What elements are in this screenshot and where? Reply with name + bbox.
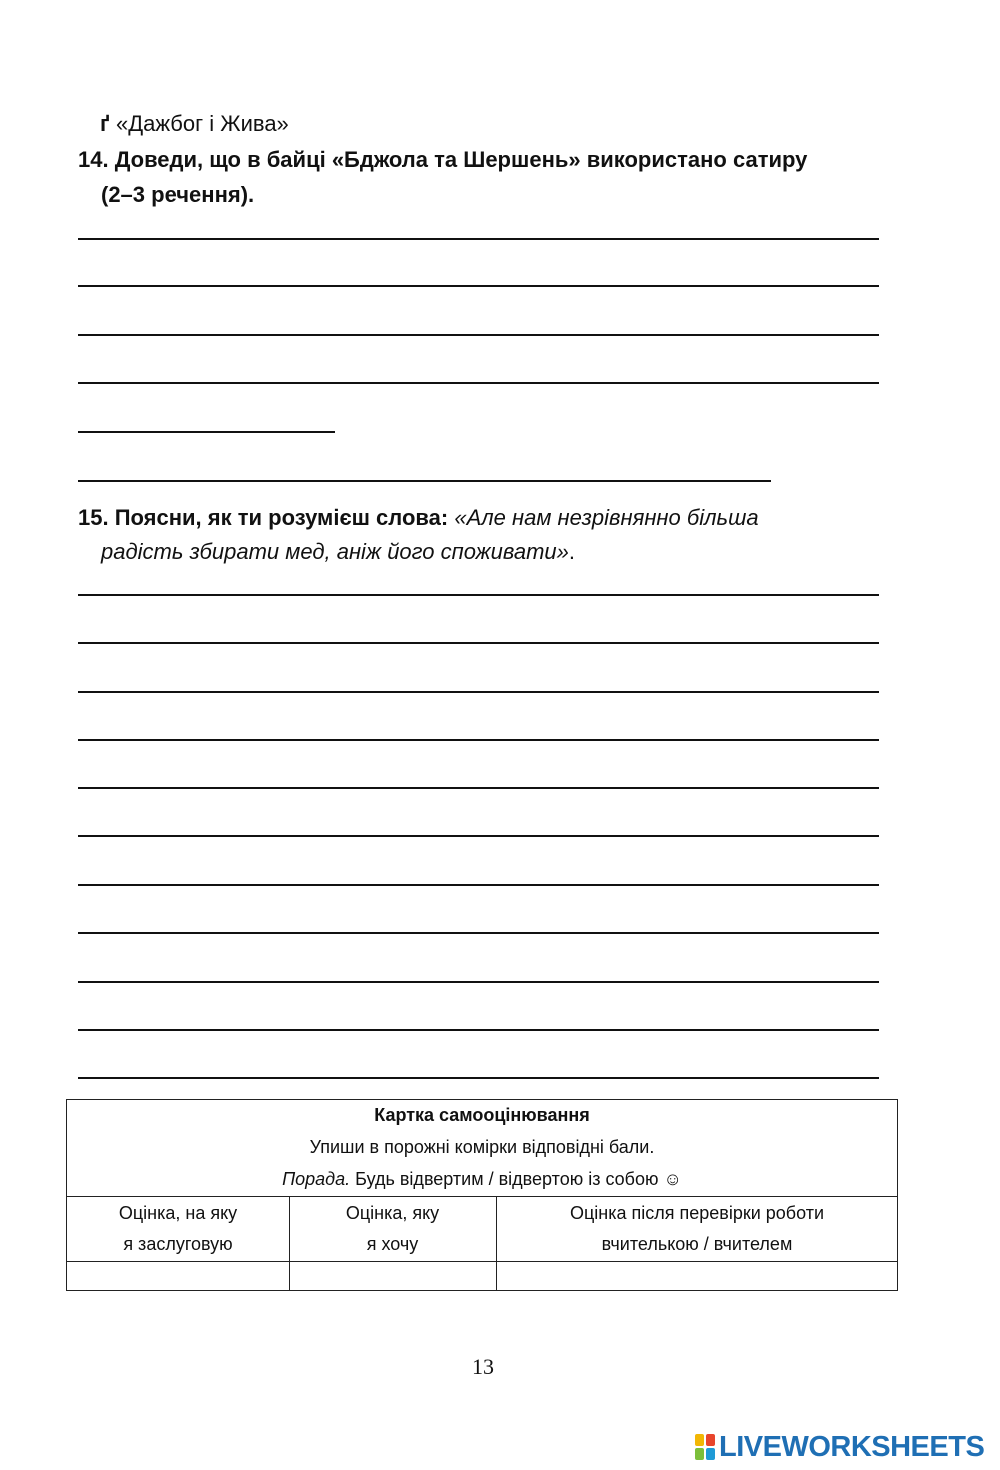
answer-line[interactable] (78, 334, 879, 336)
answer-line[interactable] (78, 981, 879, 983)
tip-text: Будь відвертим / відвертою із собою ☺ (355, 1169, 682, 1189)
column-header-line: я заслуговую (123, 1234, 233, 1254)
answer-line[interactable] (78, 642, 879, 644)
answer-line[interactable] (78, 1077, 879, 1079)
liveworksheets-logo (695, 1432, 984, 1462)
score-cell-want[interactable] (290, 1262, 496, 1291)
option-letter: ґ (100, 111, 110, 136)
score-cell-teacher[interactable] (497, 1262, 898, 1291)
option-text: «Дажбог і Жива» (115, 111, 289, 136)
answer-line[interactable] (78, 932, 879, 934)
column-header-line: Оцінка після перевірки роботи (569, 1203, 825, 1223)
self-assessment-card (66, 1099, 898, 1291)
answer-option-g (100, 109, 289, 139)
question-14-prompt-line2: (2–3 речення). (101, 182, 255, 207)
question-15-quote-line2: радість збирати мед, аніж його споживати» (101, 539, 569, 564)
card-divider (67, 1196, 897, 1197)
question-15-quote-line1: «Але нам незрівнянно більша (454, 505, 759, 530)
logo-blocks-icon (695, 1434, 715, 1460)
card-tip (67, 1164, 897, 1194)
question-15-label: 15. Поясни, як ти розумієш слова: (78, 505, 449, 530)
column-header-line: Оцінка, на яку (118, 1203, 238, 1223)
page-number: 13 (472, 1354, 494, 1379)
logo-wordmark: LIVEWORKSHEETS (719, 1430, 985, 1463)
question-14-prompt: 14. Доведи, що в байці «Бджола та Шершень» використано сатиру (78, 147, 808, 172)
column-header-deserve (67, 1198, 289, 1260)
answer-line[interactable] (78, 884, 879, 886)
answer-line[interactable] (78, 431, 335, 433)
score-cell-deserve[interactable] (67, 1262, 289, 1291)
question-15-prompt-line2 (101, 537, 575, 567)
tip-label: Порада. (282, 1169, 351, 1189)
column-header-line: Оцінка, яку (345, 1203, 440, 1223)
question-15-prompt (78, 503, 759, 533)
answer-line[interactable] (78, 787, 879, 789)
question-15-end-punct: . (568, 539, 576, 564)
answer-line[interactable] (78, 594, 879, 596)
answer-line[interactable] (78, 1029, 879, 1031)
answer-line[interactable] (78, 835, 879, 837)
card-instruction: Упиши в порожні комірки відповідні бали. (309, 1137, 655, 1157)
answer-line[interactable] (78, 238, 879, 240)
answer-line[interactable] (78, 691, 879, 693)
column-header-want (289, 1198, 496, 1260)
answer-line[interactable] (78, 285, 879, 287)
answer-line[interactable] (78, 382, 879, 384)
card-title: Картка самооцінювання (374, 1105, 590, 1125)
answer-line[interactable] (78, 480, 771, 482)
column-header-line: вчителькою / вчителем (601, 1234, 793, 1254)
column-header-teacher (496, 1198, 898, 1260)
column-header-line: я хочу (366, 1234, 419, 1254)
answer-line[interactable] (78, 739, 879, 741)
